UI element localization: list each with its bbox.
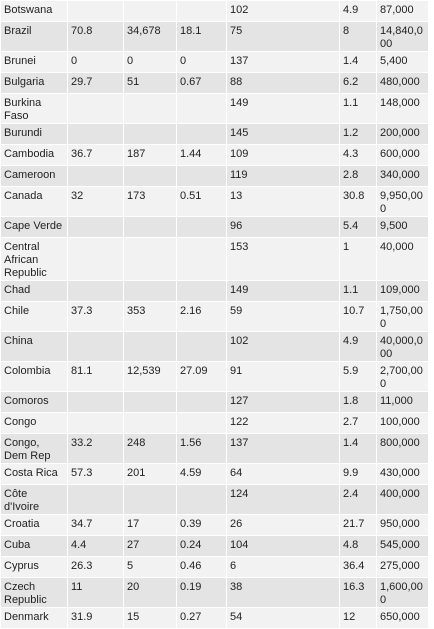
col4-cell: 119 (227, 166, 340, 187)
col5-cell: 1.1 (340, 281, 377, 302)
col5-cell: 1.8 (340, 392, 377, 413)
col6-cell: 545,000 (377, 536, 429, 557)
col2-cell: 173 (124, 187, 177, 217)
col6-cell: 14,840,000 (377, 22, 429, 52)
col1-cell (68, 1, 124, 22)
col2-cell: 51 (124, 73, 177, 94)
table-body (1, 1, 429, 629)
country-cell: Colombia (1, 362, 68, 392)
col6-cell: 9,950,000 (377, 187, 429, 217)
col4-cell: 102 (227, 332, 340, 362)
country-cell: Cuba (1, 536, 68, 557)
col5-cell: 4.3 (340, 145, 377, 166)
col1-cell: 37.3 (68, 302, 124, 332)
col5-cell: 1.1 (340, 94, 377, 124)
col4-cell: 26 (227, 515, 340, 536)
col3-cell (177, 281, 227, 302)
table-row (1, 22, 429, 52)
table-row (1, 281, 429, 302)
country-cell: Burkina Faso (1, 94, 68, 124)
table-row (1, 362, 429, 392)
table-row (1, 187, 429, 217)
col6-cell: 9,500 (377, 217, 429, 238)
col5-cell: 2.4 (340, 485, 377, 515)
table-row (1, 73, 429, 94)
col1-cell: 29.7 (68, 73, 124, 94)
col6-cell: 800,000 (377, 434, 429, 464)
col5-cell: 1.2 (340, 124, 377, 145)
col1-cell (68, 413, 124, 434)
col2-cell (124, 413, 177, 434)
col3-cell: 0.67 (177, 73, 227, 94)
col2-cell (124, 485, 177, 515)
col2-cell (124, 332, 177, 362)
col3-cell (177, 238, 227, 281)
col5-cell: 12 (340, 608, 377, 629)
col1-cell: 0 (68, 52, 124, 73)
country-cell: Czech Republic (1, 578, 68, 608)
col1-cell (68, 281, 124, 302)
table-row (1, 485, 429, 515)
country-cell: Congo (1, 413, 68, 434)
col3-cell (177, 94, 227, 124)
country-cell: Cyprus (1, 557, 68, 578)
col3-cell: 1.56 (177, 434, 227, 464)
col1-cell: 32 (68, 187, 124, 217)
col2-cell: 12,539 (124, 362, 177, 392)
col3-cell: 1.44 (177, 145, 227, 166)
country-cell: Cape Verde (1, 217, 68, 238)
col2-cell (124, 238, 177, 281)
col1-cell (68, 238, 124, 281)
col1-cell (68, 485, 124, 515)
col4-cell: 104 (227, 536, 340, 557)
col3-cell: 2.16 (177, 302, 227, 332)
col3-cell: 4.59 (177, 464, 227, 485)
col1-cell (68, 392, 124, 413)
col3-cell: 18.1 (177, 22, 227, 52)
col6-cell: 1,600,000 (377, 578, 429, 608)
table-row (1, 166, 429, 187)
col3-cell (177, 332, 227, 362)
col1-cell (68, 332, 124, 362)
country-cell: Botswana (1, 1, 68, 22)
col5-cell: 30.8 (340, 187, 377, 217)
col6-cell: 480,000 (377, 73, 429, 94)
country-cell: Chile (1, 302, 68, 332)
col2-cell: 201 (124, 464, 177, 485)
table-row (1, 52, 429, 73)
col2-cell: 34,678 (124, 22, 177, 52)
col1-cell: 57.3 (68, 464, 124, 485)
col2-cell: 17 (124, 515, 177, 536)
col4-cell: 6 (227, 557, 340, 578)
col1-cell: 81.1 (68, 362, 124, 392)
col3-cell: 0.39 (177, 515, 227, 536)
col6-cell: 400,000 (377, 485, 429, 515)
col4-cell: 38 (227, 578, 340, 608)
col2-cell: 0 (124, 52, 177, 73)
col6-cell: 87,000 (377, 1, 429, 22)
country-cell: Denmark (1, 608, 68, 629)
table-row (1, 413, 429, 434)
col3-cell (177, 124, 227, 145)
country-cell: Cameroon (1, 166, 68, 187)
col6-cell: 200,000 (377, 124, 429, 145)
col2-cell: 248 (124, 434, 177, 464)
col4-cell: 54 (227, 608, 340, 629)
col3-cell: 0 (177, 52, 227, 73)
col2-cell: 15 (124, 608, 177, 629)
col1-cell: 11 (68, 578, 124, 608)
country-cell: Comoros (1, 392, 68, 413)
country-cell: Burundi (1, 124, 68, 145)
col4-cell: 59 (227, 302, 340, 332)
col4-cell: 75 (227, 22, 340, 52)
col4-cell: 153 (227, 238, 340, 281)
col3-cell (177, 1, 227, 22)
col3-cell: 0.46 (177, 557, 227, 578)
col1-cell: 26.3 (68, 557, 124, 578)
col1-cell: 33.2 (68, 434, 124, 464)
col6-cell: 2,700,000 (377, 362, 429, 392)
col3-cell (177, 166, 227, 187)
col2-cell (124, 281, 177, 302)
country-cell: Canada (1, 187, 68, 217)
col2-cell (124, 166, 177, 187)
col2-cell: 5 (124, 557, 177, 578)
col5-cell: 16.3 (340, 578, 377, 608)
col6-cell: 430,000 (377, 464, 429, 485)
country-cell: Bulgaria (1, 73, 68, 94)
table-row (1, 145, 429, 166)
col1-cell (68, 124, 124, 145)
col5-cell: 4.9 (340, 332, 377, 362)
country-cell: Cambodia (1, 145, 68, 166)
table-row (1, 238, 429, 281)
table-row (1, 464, 429, 485)
col3-cell (177, 413, 227, 434)
col5-cell: 9.9 (340, 464, 377, 485)
col6-cell: 11,000 (377, 392, 429, 413)
col6-cell: 650,000 (377, 608, 429, 629)
col5-cell: 4.8 (340, 536, 377, 557)
col1-cell: 4.4 (68, 536, 124, 557)
country-cell: Chad (1, 281, 68, 302)
col3-cell (177, 392, 227, 413)
country-cell: Côte d'Ivoire (1, 485, 68, 515)
country-cell: Central African Republic (1, 238, 68, 281)
col4-cell: 137 (227, 52, 340, 73)
col6-cell: 340,000 (377, 166, 429, 187)
col4-cell: 137 (227, 434, 340, 464)
col3-cell: 27.09 (177, 362, 227, 392)
col2-cell: 20 (124, 578, 177, 608)
col2-cell: 187 (124, 145, 177, 166)
col2-cell (124, 1, 177, 22)
col6-cell: 950,000 (377, 515, 429, 536)
table-row (1, 578, 429, 608)
col5-cell: 1 (340, 238, 377, 281)
col2-cell: 353 (124, 302, 177, 332)
col4-cell: 64 (227, 464, 340, 485)
col4-cell: 127 (227, 392, 340, 413)
col3-cell (177, 485, 227, 515)
table-row (1, 217, 429, 238)
col1-cell: 31.9 (68, 608, 124, 629)
country-cell: Costa Rica (1, 464, 68, 485)
col5-cell: 1.4 (340, 434, 377, 464)
col6-cell: 600,000 (377, 145, 429, 166)
table-row (1, 1, 429, 22)
col4-cell: 145 (227, 124, 340, 145)
col2-cell: 27 (124, 536, 177, 557)
table-row (1, 434, 429, 464)
col2-cell (124, 217, 177, 238)
col1-cell: 34.7 (68, 515, 124, 536)
col1-cell (68, 94, 124, 124)
col4-cell: 91 (227, 362, 340, 392)
col4-cell: 122 (227, 413, 340, 434)
col1-cell (68, 217, 124, 238)
col5-cell: 21.7 (340, 515, 377, 536)
country-cell: Croatia (1, 515, 68, 536)
col5-cell: 6.2 (340, 73, 377, 94)
col4-cell: 102 (227, 1, 340, 22)
table-row (1, 557, 429, 578)
table-row (1, 515, 429, 536)
col3-cell: 0.24 (177, 536, 227, 557)
col6-cell: 100,000 (377, 413, 429, 434)
col6-cell: 1,750,000 (377, 302, 429, 332)
table-row (1, 332, 429, 362)
col4-cell: 149 (227, 281, 340, 302)
col3-cell: 0.51 (177, 187, 227, 217)
col5-cell: 1.4 (340, 52, 377, 73)
col3-cell (177, 217, 227, 238)
col5-cell: 5.9 (340, 362, 377, 392)
col5-cell: 10.7 (340, 302, 377, 332)
col6-cell: 109,000 (377, 281, 429, 302)
col6-cell: 148,000 (377, 94, 429, 124)
col4-cell: 13 (227, 187, 340, 217)
col2-cell (124, 392, 177, 413)
table-row (1, 124, 429, 145)
col3-cell: 0.27 (177, 608, 227, 629)
col5-cell: 8 (340, 22, 377, 52)
col4-cell: 88 (227, 73, 340, 94)
col4-cell: 149 (227, 94, 340, 124)
col6-cell: 40,000 (377, 238, 429, 281)
table-row (1, 392, 429, 413)
col2-cell (124, 124, 177, 145)
col4-cell: 124 (227, 485, 340, 515)
col5-cell: 36.4 (340, 557, 377, 578)
col6-cell: 5,400 (377, 52, 429, 73)
col4-cell: 96 (227, 217, 340, 238)
col5-cell: 2.8 (340, 166, 377, 187)
table-row (1, 302, 429, 332)
col2-cell (124, 94, 177, 124)
col4-cell: 109 (227, 145, 340, 166)
country-cell: China (1, 332, 68, 362)
country-cell: Congo, Dem Rep (1, 434, 68, 464)
col3-cell: 0.19 (177, 578, 227, 608)
col6-cell: 40,000,000 (377, 332, 429, 362)
table-row (1, 608, 429, 629)
col1-cell (68, 166, 124, 187)
col5-cell: 5.4 (340, 217, 377, 238)
col5-cell: 4.9 (340, 1, 377, 22)
country-cell: Brazil (1, 22, 68, 52)
country-cell: Brunei (1, 52, 68, 73)
col1-cell: 70.8 (68, 22, 124, 52)
col1-cell: 36.7 (68, 145, 124, 166)
table-row (1, 94, 429, 124)
col5-cell: 2.7 (340, 413, 377, 434)
table-row (1, 536, 429, 557)
col6-cell: 275,000 (377, 557, 429, 578)
